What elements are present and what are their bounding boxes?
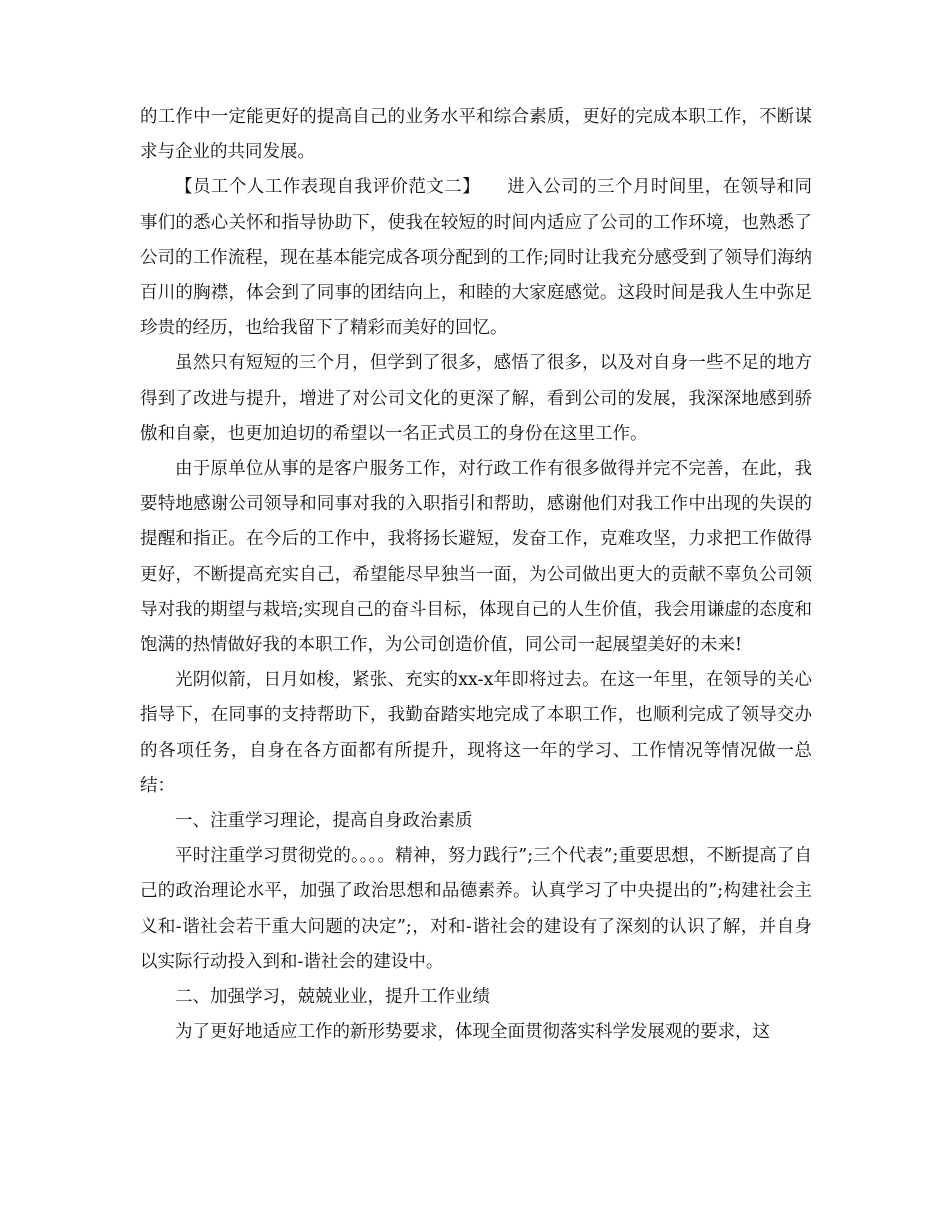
paragraph-continuation: 的工作中一定能更好的提高自己的业务水平和综合素质，更好的完成本职工作，不断谋求与企业的共同发展。 (140, 107, 812, 163)
paragraph-thanks: 由于原单位从事的是客户服务工作，对行政工作有很多做得并完不完善，在此，我要特地感谢公司领导和同事对我的入职指引和帮助，感谢他们对我工作中出现的失误的提醒和指正。在今后的工作中，我将扬长避短，发奋工作，克难攻坚，力求把工作做得更好，不断提高充实自己，希望能尽早独当一面，为公司做出更大的贡献不辜负公司领导对我的期望与栽培;实现自己的奋斗目标，体现自己的人生价值，我会用谦虚的态度和饱满的热情做好我的本职工作，为公司创造价值，同公司一起展望美好的未来! (140, 459, 812, 656)
paragraph-three-months: 虽然只有短短的三个月，但学到了很多，感悟了很多，以及对自身一些不足的地方得到了改进与提升，增进了对公司文化的更深了解，看到公司的发展，我深深地感到骄傲和自豪，也更加迫切的希望以一名正式员工的身份在这里工作。 (140, 353, 812, 444)
document-body (140, 100, 812, 1050)
paragraph-new-situation: 为了更好地适应工作的新形势要求，体现全面贯彻落实科学发展观的要求，这 (175, 1022, 770, 1043)
paragraph-year-summary: 光阴似箭，日月如梭，紧张、充实的xx-x年即将过去。在这一年里，在领导的关心指导下，在同事的支持帮助下，我勤奋踏实地完成了本职工作，也顺利完成了领导交办的各项任务，自身在各方面都有所提升，现将这一年的学习、工作情况等情况做一总结： (140, 670, 812, 796)
paragraph-theory-study: 平时注重学习贯彻党的。。。。精神，努力践行”;三个代表”;重要思想，不断提高了自己的政治理论水平，加强了政治思想和品德素养。认真学习了中央提出的”;构建社会主义和-谐社会若干重大问题的决定”;，对和-谐社会的建设有了深刻的认识了解，并自身以实际行动投入到和-谐社会的建设中。 (140, 846, 812, 972)
paragraph-sample-two: 【员工个人工作表现自我评价范文二】 进入公司的三个月时间里，在领导和同事们的悉心关怀和指导协助下，使我在较短的时间内适应了公司的工作环境，也熟悉了公司的工作流程，现在基本能完成各项分配到的工作;同时让我充分感受到了领导们海纳百川的胸襟，体会到了同事的团结向上，和睦的大家庭感觉。这段时间是我人生中弥足珍贵的经历，也给我留下了精彩而美好的回忆。 (140, 177, 812, 339)
section-heading-one: 一、注重学习理论，提高自身政治素质 (175, 811, 473, 832)
section-heading-two: 二、加强学习，兢兢业业，提升工作业绩 (175, 987, 490, 1008)
